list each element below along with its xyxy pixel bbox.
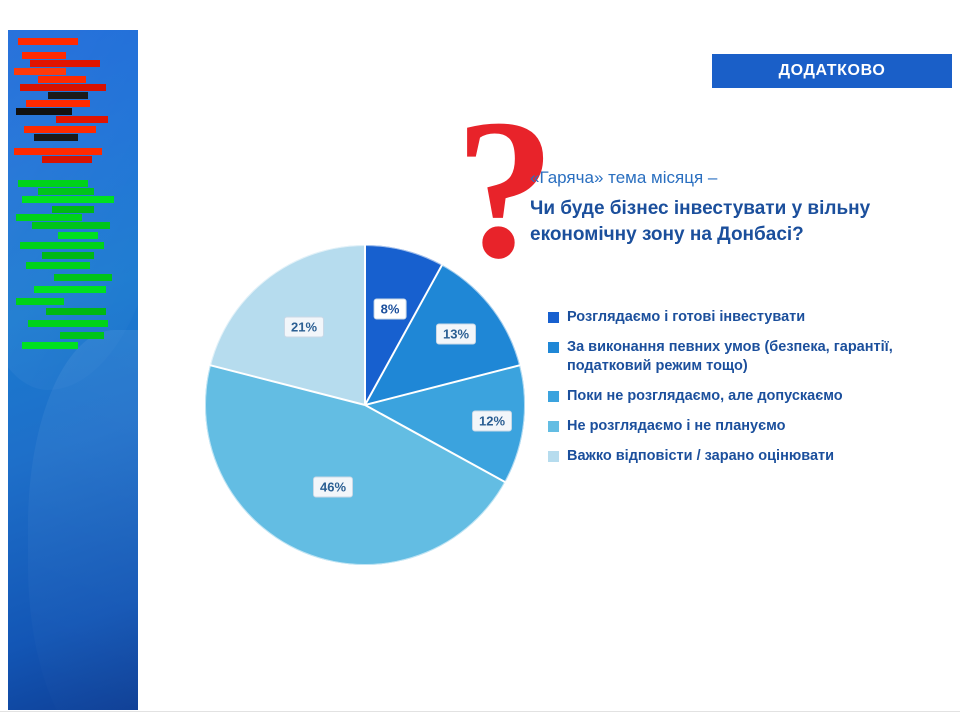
page-title: Чи буде бізнес інвестувати у вільну економічну зону на Донбасі? [530, 198, 871, 245]
glitch-bar [42, 252, 94, 259]
pie-slice-value-label: 21% [284, 317, 324, 338]
legend-swatch-icon [548, 342, 559, 353]
legend-swatch-icon [548, 312, 559, 323]
legend-swatch-icon [548, 421, 559, 432]
glitch-bar [20, 242, 104, 249]
glitch-bar [22, 196, 114, 203]
glitch-bar [18, 38, 78, 45]
bottom-divider [0, 711, 960, 712]
pie-slice-separators [205, 245, 525, 565]
glitch-bar [46, 308, 106, 315]
glitch-bar [16, 214, 82, 221]
question-mark-icon: ? [455, 79, 555, 300]
legend-item-label: За виконання певних умов (безпека, гарантії, податковий режим тощо) [567, 339, 893, 374]
pie-slice-value-label: 46% [313, 477, 353, 498]
glitch-bar [38, 188, 94, 195]
glitch-bar [34, 286, 106, 293]
glitch-bar [14, 68, 66, 75]
pie-slice-value-label: 13% [436, 324, 476, 345]
legend-item-label: Не розглядаємо і не плануємо [567, 418, 786, 434]
legend-item-label: Розглядаємо і готові інвестувати [567, 309, 806, 325]
glitch-bar [24, 126, 96, 133]
glitch-bar [34, 134, 78, 141]
legend-item-label: Важко відповісти / зарано оцінювати [567, 448, 835, 464]
glitch-bar [16, 108, 72, 115]
glitch-bar [30, 60, 100, 67]
glitch-bar [22, 52, 66, 59]
glitch-bar [14, 148, 102, 155]
glitch-bar [20, 84, 106, 91]
glitch-bar [52, 206, 94, 213]
glitch-bar [26, 262, 90, 269]
glitch-bar [28, 320, 108, 327]
chart-legend [548, 308, 908, 477]
legend-item [548, 447, 908, 466]
pie-slice-value-label: 12% [472, 411, 512, 432]
glitch-bar [42, 156, 92, 163]
glitch-bar [60, 332, 104, 339]
glitch-bar [48, 92, 88, 99]
glitch-bar [22, 342, 78, 349]
topic-kicker: «Гаряча» тема місяця – [530, 168, 718, 187]
legend-swatch-icon [548, 391, 559, 402]
glitch-bar [16, 298, 64, 305]
legend-item-label: Поки не розглядаємо, але допускаємо [567, 388, 843, 404]
legend-item [548, 417, 908, 436]
legend-item [548, 308, 908, 327]
header-tag [712, 54, 952, 88]
pie-slice-value-label: 8% [374, 299, 407, 320]
glitch-bar [26, 100, 90, 107]
pie-chart [205, 245, 525, 565]
glitch-bar [38, 76, 86, 83]
glitch-bar [54, 274, 112, 281]
decorative-left-band [8, 30, 138, 710]
glitch-bar [58, 232, 98, 239]
glitch-bar [56, 116, 108, 123]
legend-swatch-icon [548, 451, 559, 462]
header-tag-label: ДОДАТКОВО [778, 62, 886, 79]
legend-item [548, 338, 908, 376]
glitch-bar [18, 180, 88, 187]
glitch-bar [32, 222, 110, 229]
legend-item [548, 387, 908, 406]
